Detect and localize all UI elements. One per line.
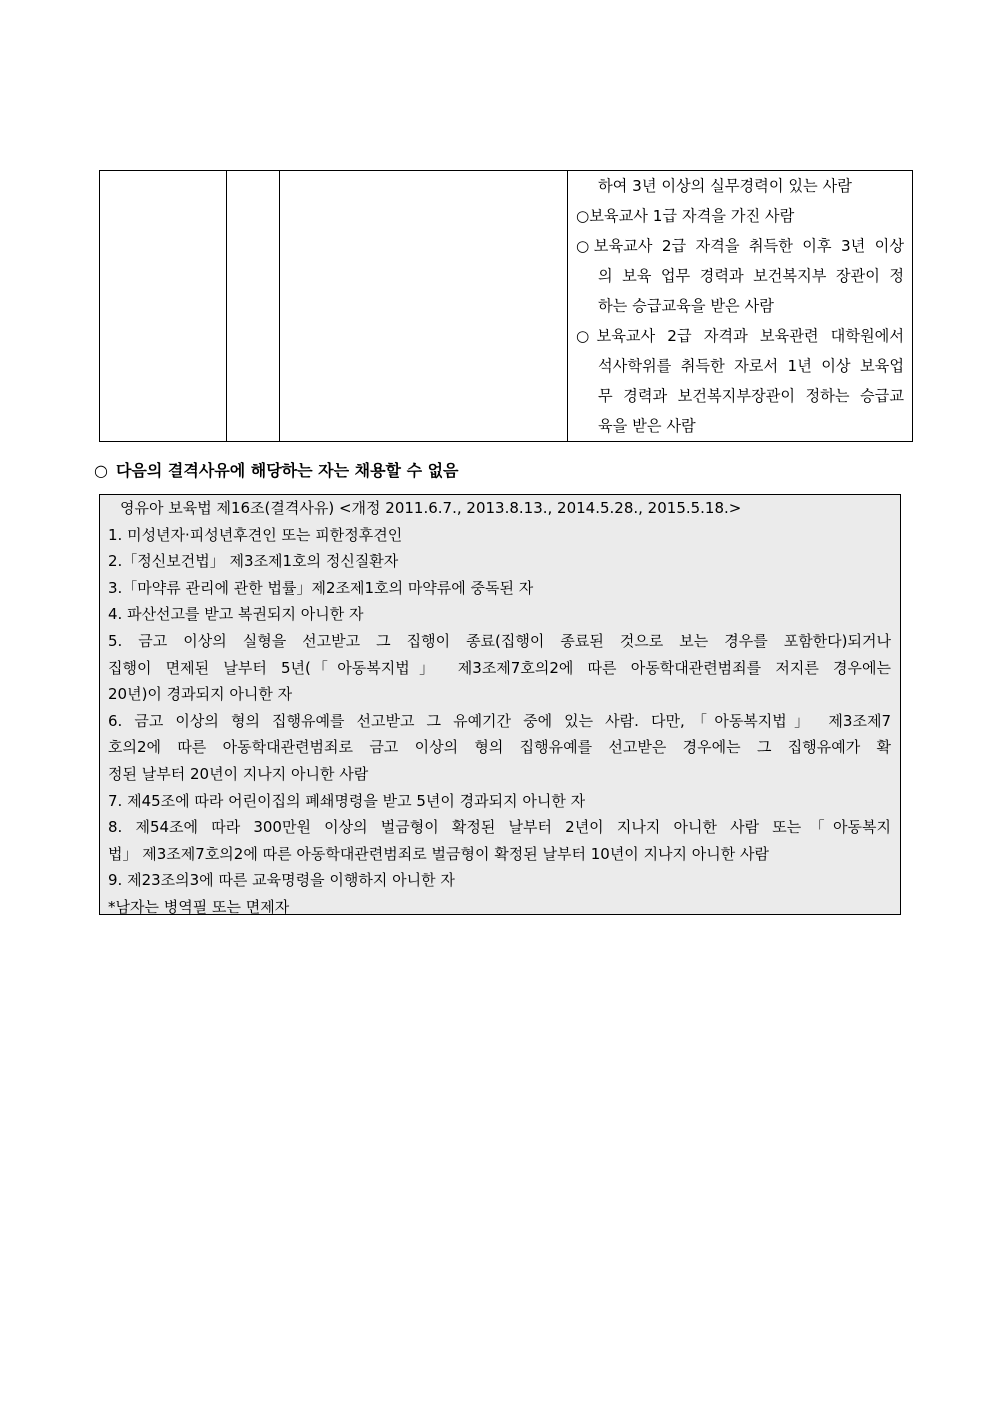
table-cell-qualification — [568, 171, 913, 442]
qualification-line: ○보육교사 2급 자격을 취득한 이후 3년 이상 — [576, 237, 904, 255]
law-item: 4. 파산선고를 받고 복권되지 아니한 자 — [108, 605, 364, 624]
law-item: 7. 제45조에 따라 어린이집의 폐쇄명령을 받고 5년이 경과되지 아니한 자 — [108, 791, 586, 810]
qualification-line: 육을 받은 사람 — [598, 417, 696, 435]
qualification-line: 석사학위를 취득한 자로서 1년 이상 보육업 — [598, 357, 904, 375]
law-item: 5. 금고 이상의 실형을 선고받고 그 집행이 종료(집행이 종료된 것으로 보는 경우를 포함한다)되거나 — [108, 631, 891, 650]
table-row — [100, 171, 913, 442]
qualification-table — [99, 170, 913, 442]
law-item: 8. 제54조에 따라 300만원 이상의 벌금형이 확정된 날부터 2년이 지나지 아니한 사람 또는「아동복지 — [108, 818, 891, 837]
law-item: 집행이 면제된 날부터 5년(「아동복지법」 제3조제7호의2에 따른 아동학대관련범죄를 저지른 경우에는 — [108, 658, 891, 677]
heading-text: 다음의 결격사유에 해당하는 자는 채용할 수 없음 — [115, 461, 459, 480]
qualification-line: 무 경력과 보건복지부장관이 정하는 승급교 — [598, 387, 904, 405]
table-cell-duty — [280, 171, 568, 442]
table-cell-category — [100, 171, 227, 442]
table-cell-count — [227, 171, 280, 442]
law-item: 2.「정신보건법」 제3조제1호의 정신질환자 — [108, 552, 399, 571]
disqualification-heading — [94, 458, 459, 481]
law-item: 정된 날부터 20년이 지나지 아니한 사람 — [108, 764, 369, 783]
law-note: *남자는 병역필 또는 면제자 — [108, 897, 290, 916]
qualification-line: ○보육교사 2급 자격과 보육관련 대학원에서 — [576, 327, 904, 345]
law-item: 1. 미성년자·피성년후견인 또는 피한정후견인 — [108, 525, 403, 544]
law-item: 3.「마약류 관리에 관한 법률」제2조제1호의 마약류에 중독된 자 — [108, 578, 534, 597]
law-item: 20년)이 경과되지 아니한 자 — [108, 685, 293, 704]
qualification-line: 하는 승급교육을 받은 사람 — [598, 297, 774, 315]
law-item: 법」 제3조제7호의2에 따른 아동학대관련범죄로 벌금형이 확정된 날부터 10년이 지나지 아니한 사람 — [108, 844, 770, 863]
qualification-list — [568, 171, 912, 441]
qualification-line: 하여 3년 이상의 실무경력이 있는 사람 — [598, 177, 852, 195]
law-excerpt-box — [99, 494, 901, 915]
law-item: 호의2에 따른 아동학대관련범죄로 금고 이상의 형의 집행유예를 선고받은 경우에는 그 집행유예가 확 — [108, 738, 891, 757]
law-item: 6. 금고 이상의 형의 집행유예를 선고받고 그 유예기간 중에 있는 사람. 다만,「아동복지법」 제3조제7 — [108, 711, 891, 730]
qualification-line: ○보육교사 1급 자격을 가진 사람 — [576, 207, 795, 225]
law-item: 9. 제23조의3에 따른 교육명령을 이행하지 아니한 자 — [108, 871, 455, 890]
law-title: 영유아 보육법 제16조(결격사유) <개정 2011.6.7., 2013.8.13., 2014.5.28., 2015.5.18.> — [120, 499, 742, 517]
circle-bullet-icon: ○ — [94, 461, 108, 480]
qualification-line: 의 보육 업무 경력과 보건복지부 장관이 정 — [598, 267, 904, 285]
